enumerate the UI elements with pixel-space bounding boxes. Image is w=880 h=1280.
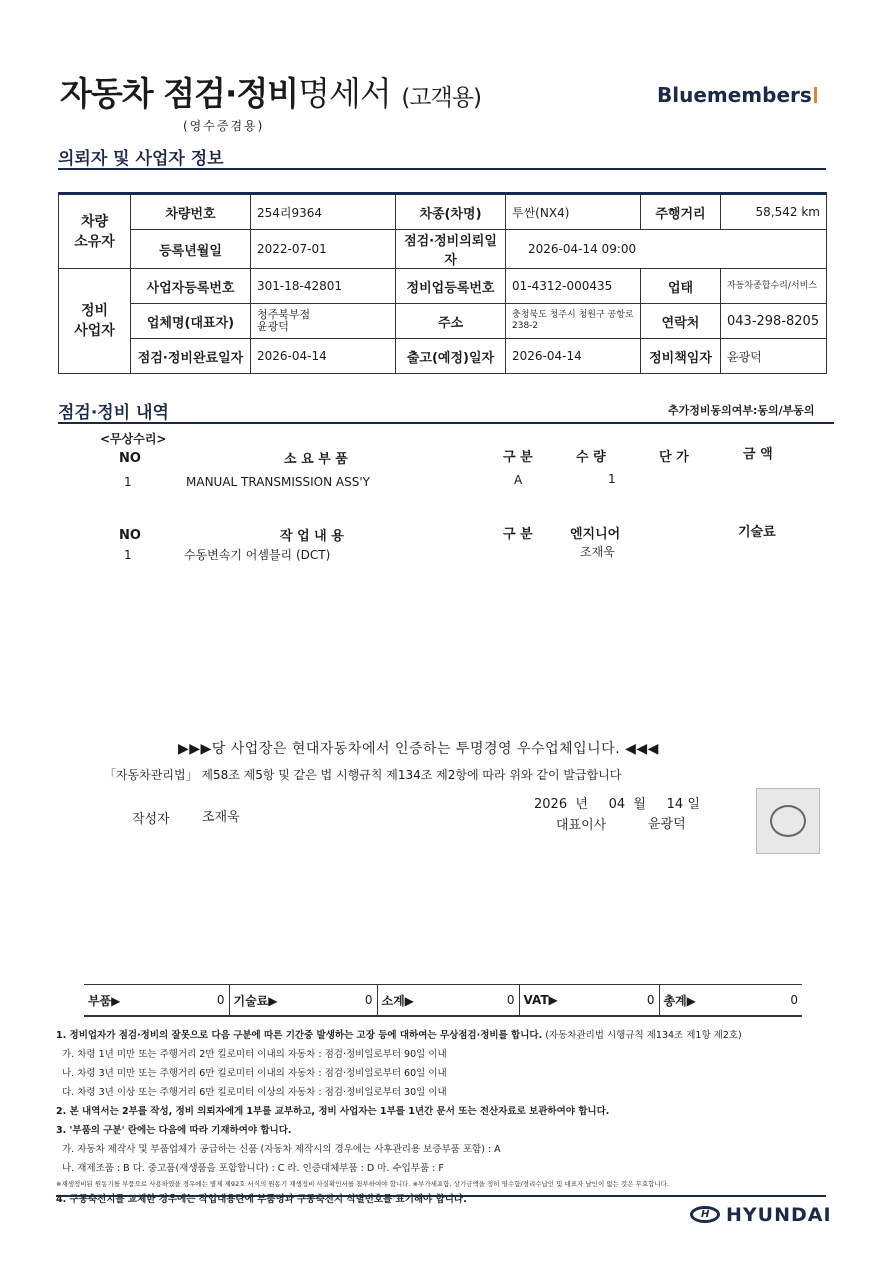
note-1b: 나. 차령 3년 미만 또는 주행거리 6만 킬로미터 이내의 자동차 : 점검·정비일로부터 60일 이내 xyxy=(62,1068,447,1079)
brand-text: Bluemembers xyxy=(657,83,812,107)
company-label: 업체명(대표자) xyxy=(131,304,251,339)
writer-label: 작성자 xyxy=(132,812,170,827)
table-row xyxy=(59,194,827,230)
total-parts-label: 부품▶ xyxy=(84,985,154,1017)
phone-label: 연락처 xyxy=(641,304,721,339)
works-header-no: NO xyxy=(119,528,141,543)
parts-header-price: 단 가 xyxy=(659,450,689,465)
parts-header-amount: 금 액 xyxy=(743,447,773,462)
biztype-value: 자동차종합수리/서비스 xyxy=(721,269,827,304)
table-row xyxy=(59,339,827,374)
section-requester-title: 의뢰자 및 사업자 정보 xyxy=(58,149,224,169)
request-date-label: 점검·정비의뢰일자 xyxy=(396,230,506,269)
legal-statement: 「자동차관리법」 제58조 제5항 및 같은 법 시행규칙 제134조 제2항에 따라 위와 같이 발급합니다 xyxy=(104,768,622,782)
phone-value: 043-298-8205 xyxy=(721,304,827,339)
work-row-name: 수동변속기 어셈블리 (DCT) xyxy=(184,548,331,562)
company-value: 청주북부점 윤광덕 xyxy=(251,304,396,339)
hyundai-emblem-icon: H xyxy=(690,1206,720,1223)
document-title xyxy=(60,68,481,115)
note-2: 2. 본 내역서는 2부를 작성, 정비 의뢰자에게 1부를 교부하고, 정비 사업자는 1부를 1년간 문서 또는 전산자료로 보관하여야 합니다. xyxy=(56,1106,610,1117)
regdate-label: 등록년월일 xyxy=(131,230,251,269)
subtotal-value: 0 xyxy=(429,985,519,1017)
note-1a: 가. 차령 1년 미만 또는 주행거리 2만 킬로미터 이내의 자동차 : 점검·정비일로부터 90일 이내 xyxy=(62,1049,447,1060)
subtotal-label: 소계▶ xyxy=(377,985,429,1017)
grand-total-label: 총계▶ xyxy=(659,985,709,1017)
title-bold: 자동차 점검·정비 xyxy=(60,74,299,113)
works-header-fee: 기술료 xyxy=(738,525,776,540)
plate-label: 차량번호 xyxy=(131,194,251,230)
part-row-division: A xyxy=(514,473,523,487)
hyundai-wordmark: HYUNDAI xyxy=(726,1204,832,1226)
brand-logo xyxy=(657,83,817,107)
note-1c: 다. 차령 3년 이상 또는 주행거리 6만 킬로미터 이상의 자동차 : 점검·정비일로부터 30일 이내 xyxy=(62,1087,447,1098)
mileage-value: 58,542 km xyxy=(721,194,827,230)
shop-group-label: 정비 사업자 xyxy=(59,269,131,374)
regdate-value: 2022-07-01 xyxy=(251,230,396,269)
notes-block xyxy=(56,1026,826,1209)
address-value: 충청북도 청주시 청원구 공항로 238-2 xyxy=(506,304,641,339)
parts-header-name: 소 요 부 품 xyxy=(284,452,348,467)
address-label: 주소 xyxy=(396,304,506,339)
work-row-no: 1 xyxy=(124,548,132,562)
info-table xyxy=(58,192,827,374)
works-header-engineer: 엔지니어 xyxy=(570,527,621,542)
mileage-label: 주행거리 xyxy=(641,194,721,230)
parts-header-qty: 수 량 xyxy=(576,450,606,465)
section-divider xyxy=(58,168,826,170)
grand-total-value: 0 xyxy=(709,985,802,1017)
repairno-value: 01-4312-000435 xyxy=(506,269,641,304)
owner-group-label: 차량 소유자 xyxy=(59,194,131,269)
hyundai-logo xyxy=(690,1204,832,1226)
totals-row xyxy=(84,985,802,1017)
parts-header-division: 구 분 xyxy=(503,450,533,465)
table-row xyxy=(59,269,827,304)
repairno-label: 정비업등록번호 xyxy=(396,269,506,304)
works-header-division: 구 분 xyxy=(503,527,533,542)
done-date-value: 2026-04-14 xyxy=(251,339,396,374)
section-details-title: 점검·정비 내역 xyxy=(58,403,169,423)
title-light: 명세서 xyxy=(298,74,391,113)
note-4: 4. 구동축전지를 교체한 경우에는 작업내용란에 부품명과 구동축전지 식별번호를 표기해야 합니다. xyxy=(56,1194,467,1205)
notes-divider xyxy=(56,1195,826,1197)
note-3b: 나. 재제조품 : B 다. 중고품(재생품을 포함합니다) : C 라. 인증대체부품 : D 마. 수입부품 : F xyxy=(62,1163,444,1174)
manager-label: 정비책임자 xyxy=(641,339,721,374)
work-row-engineer: 조재욱 xyxy=(580,545,615,559)
release-date-label: 출고(예정)일자 xyxy=(396,339,506,374)
total-fee-label: 기술료▶ xyxy=(229,985,301,1017)
note-3: 3. '부품의 구분' 란에는 다음에 따라 기재하여야 합니다. xyxy=(56,1125,292,1136)
issue-date: 2026 년 04 월 14 일 xyxy=(534,797,700,812)
seal-ring xyxy=(770,805,806,837)
company-seal-icon xyxy=(756,788,820,854)
writer-value: 조재욱 xyxy=(202,810,240,825)
ceo-value: 윤광덕 xyxy=(648,817,686,832)
section-divider xyxy=(58,422,834,424)
done-date-label: 점검·정비완료일자 xyxy=(131,339,251,374)
model-label: 차종(차명) xyxy=(396,194,506,230)
works-header-name: 작 업 내 용 xyxy=(280,529,344,544)
consent-text: 추가정비동의여부:동의/부동의 xyxy=(668,404,815,417)
bizno-label: 사업자등록번호 xyxy=(131,269,251,304)
title-sub: (고객용) xyxy=(401,85,481,111)
bizno-value: 301-18-42801 xyxy=(251,269,396,304)
table-row xyxy=(59,304,827,339)
plate-value: 254리9364 xyxy=(251,194,396,230)
vat-label: VAT▶ xyxy=(519,985,567,1017)
total-parts-value: 0 xyxy=(154,985,229,1017)
parts-group-label: <무상수리> xyxy=(100,432,167,446)
certification-notice: ▶▶▶당 사업장은 현대자동차에서 인증하는 투명경영 우수업체입니다. ◀◀◀ xyxy=(178,741,659,757)
part-row-name: MANUAL TRANSMISSION ASS'Y xyxy=(186,475,370,489)
total-fee-value: 0 xyxy=(301,985,377,1017)
ceo-label: 대표이사 xyxy=(556,818,607,833)
part-row-no: 1 xyxy=(124,475,132,489)
manager-value: 윤광덕 xyxy=(721,339,827,374)
brand-accent-icon xyxy=(814,87,817,103)
parts-header-no: NO xyxy=(119,451,141,466)
vat-value: 0 xyxy=(567,985,659,1017)
note-3-remark: ※재생정비된 원동기를 부품으로 사용하였을 경우에는 별제 제92호 서식의 원동기 재생정비 사실확인서를 첨부하여야 합니다. ※부가세포함, 상기금액을 정히 영수함/경리수납인 및 대표자 날인이 없는 것은 무효합니다. xyxy=(56,1180,670,1188)
model-value: 투싼(NX4) xyxy=(506,194,641,230)
note-1: 1. 정비업자가 점검·정비의 잘못으로 다음 구분에 따른 기간중 발생하는 고장 등에 대하여는 무상점검·정비를 합니다. (자동차관리법 시행규칙 제134조 제1항 제2호) xyxy=(56,1030,742,1041)
biztype-label: 업태 xyxy=(641,269,721,304)
part-row-qty: 1 xyxy=(608,472,616,486)
note-3a: 가. 자동차 제작사 및 부품업체가 공급하는 신품 (자동차 제작시의 경우에는 사후관리용 보증부품 포함) : A xyxy=(62,1144,501,1155)
release-date-value: 2026-04-14 xyxy=(506,339,641,374)
document-subtitle: (영수증겸용) xyxy=(183,119,265,133)
table-row xyxy=(59,230,827,269)
request-date-value: 2026-04-14 09:00 xyxy=(506,230,827,269)
totals-table xyxy=(84,984,802,1017)
